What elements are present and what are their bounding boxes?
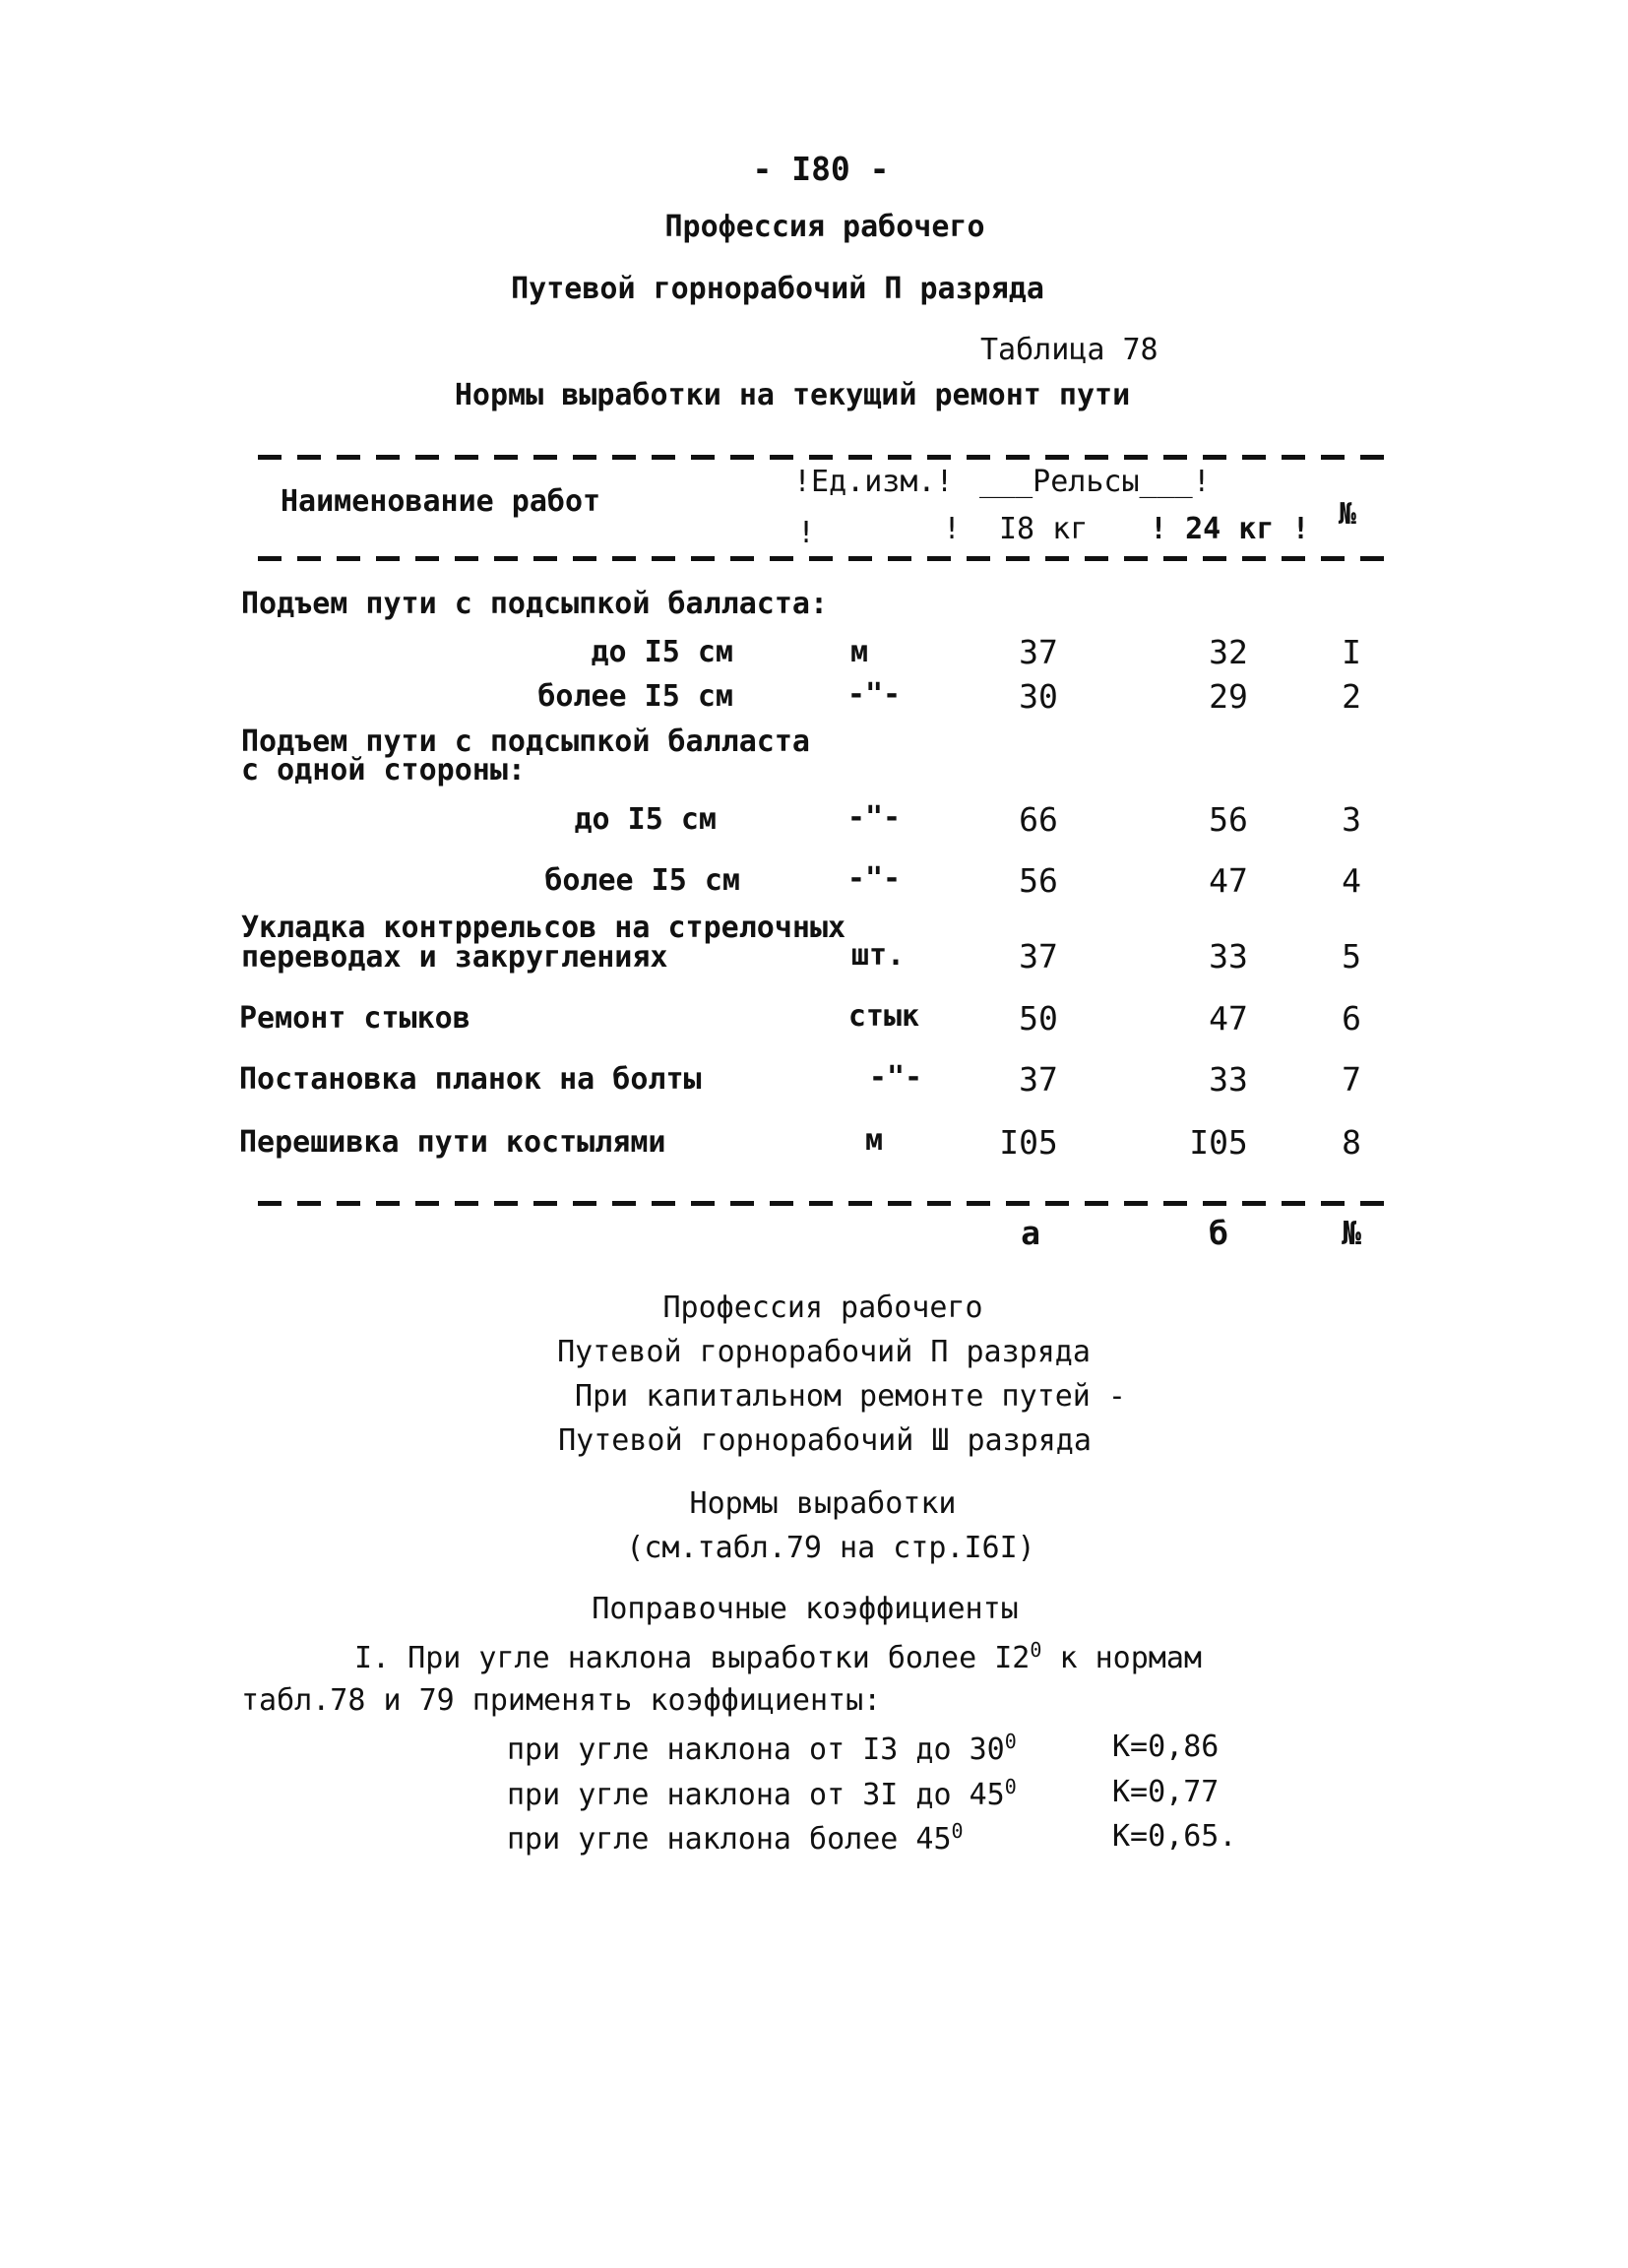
row-name: до I5 см [591, 635, 733, 669]
table-title: Нормы выработки на текущий ремонт пути [454, 378, 1131, 412]
coefficient-condition [507, 1819, 964, 1857]
row-value-a: 66 [1019, 800, 1058, 839]
section2-profession-label: Профессия рабочего [662, 1291, 983, 1325]
condition-text: при угле наклона более 45 [507, 1822, 952, 1857]
page-number: - I80 - [752, 150, 890, 188]
row-value-a: 50 [1019, 999, 1058, 1038]
row-value-a: 56 [1019, 861, 1058, 900]
row-unit: -"- [846, 677, 902, 712]
row-value-a: 37 [1019, 1060, 1058, 1099]
coefficients-paragraph [354, 1638, 1202, 1675]
footer-num: № [1342, 1214, 1361, 1252]
footer-col-b: б [1209, 1214, 1228, 1252]
row-number: 7 [1342, 1060, 1361, 1099]
coefficient-value: К=0,65. [1112, 1819, 1237, 1854]
coefficient-condition [507, 1775, 1017, 1812]
degree-sign: 0 [951, 1819, 964, 1843]
row-value-b: I05 [1189, 1123, 1248, 1162]
header-mark-1: ! [797, 516, 816, 550]
condition-text: при угле наклона от I3 до 30 [507, 1732, 1005, 1767]
profession-name: Путевой горнорабочий П разряда [511, 272, 1044, 306]
row-value-b: 32 [1209, 633, 1248, 671]
row-unit: м [849, 635, 869, 669]
footer-col-a: а [1021, 1214, 1040, 1252]
section2-profession-name: Путевой горнорабочий П разряда [557, 1335, 1091, 1369]
row-unit: -"- [846, 800, 902, 835]
table-top-rule [258, 455, 1390, 460]
row-unit: -"- [868, 1060, 923, 1095]
row-number: 4 [1342, 861, 1361, 900]
row-name: Укладка контррельсов на стрелочных [241, 911, 846, 945]
row-number: 8 [1342, 1123, 1361, 1162]
profession-label: Профессия рабочего [664, 210, 985, 244]
row-value-b: 33 [1209, 1060, 1248, 1099]
group-label: с одной стороны: [241, 753, 526, 788]
degree-sign: 0 [1004, 1775, 1017, 1798]
row-name: Постановка планок на болты [239, 1062, 702, 1097]
row-value-b: 29 [1209, 677, 1248, 716]
row-number: 2 [1342, 677, 1361, 716]
row-value-b: 56 [1209, 800, 1248, 839]
row-number: I [1342, 633, 1361, 671]
row-value-b: 47 [1209, 861, 1248, 900]
coefficient-condition [507, 1730, 1017, 1767]
coefficients-paragraph-cont: табл.78 и 79 применять коэффициенты: [241, 1683, 882, 1718]
section2-profession-name-3: Путевой горнорабочий Ш разряда [558, 1423, 1092, 1458]
header-unit: !Ед.изм.! [793, 465, 954, 499]
row-unit: -"- [846, 861, 902, 896]
row-unit: шт. [850, 938, 906, 973]
row-name: Ремонт стыков [239, 1001, 470, 1036]
degree-sign: 0 [1030, 1638, 1042, 1662]
section2-norms-reference: (см.табл.79 на стр.I6I) [626, 1531, 1035, 1565]
row-name: более I5 см [544, 863, 740, 898]
row-name: более I5 см [537, 679, 733, 714]
section2-capital-repair: При капитальном ремонте путей - [575, 1379, 1126, 1414]
header-mark-2: ! [943, 512, 962, 546]
coefficient-value: К=0,77 [1112, 1775, 1220, 1809]
row-number: 3 [1342, 800, 1361, 839]
degree-sign: 0 [1004, 1730, 1017, 1753]
row-name: до I5 см [574, 802, 717, 837]
paragraph-text: I. При угле наклона выработки более I2 [354, 1641, 1031, 1675]
row-unit: м [864, 1123, 884, 1158]
row-name: Перешивка пути костылями [239, 1125, 666, 1160]
header-col-b: ! 24 кг ! [1150, 512, 1310, 546]
row-unit: стык [847, 999, 920, 1034]
header-num: № [1339, 497, 1357, 532]
row-number: 6 [1342, 999, 1361, 1038]
row-value-a: 37 [1019, 937, 1058, 976]
group-label: Подъем пути с подсыпкой балласта: [241, 587, 829, 621]
row-value-a: 37 [1019, 633, 1058, 671]
coefficient-value: К=0,86 [1112, 1730, 1220, 1764]
table-header-rule [258, 556, 1390, 561]
row-value-a: I05 [999, 1123, 1058, 1162]
header-rails: ___Рельсы___! [979, 465, 1211, 499]
row-name: переводах и закруглениях [241, 940, 668, 975]
section2-norms-title: Нормы выработки [689, 1486, 957, 1521]
row-value-a: 30 [1019, 677, 1058, 716]
row-value-b: 33 [1209, 937, 1248, 976]
row-number: 5 [1342, 937, 1361, 976]
header-col-a: I8 кг [999, 512, 1089, 546]
paragraph-text: к нормам [1041, 1641, 1202, 1675]
table-label: Таблица 78 [980, 333, 1158, 367]
table-bottom-rule [258, 1201, 1390, 1206]
condition-text: при угле наклона от 3I до 45 [507, 1778, 1005, 1812]
row-value-b: 47 [1209, 999, 1248, 1038]
group-label: Подъем пути с подсыпкой балласта [241, 724, 810, 759]
correction-coefficients-title: Поправочные коэффициенты [592, 1592, 1019, 1626]
header-name: Наименование работ [281, 484, 601, 519]
